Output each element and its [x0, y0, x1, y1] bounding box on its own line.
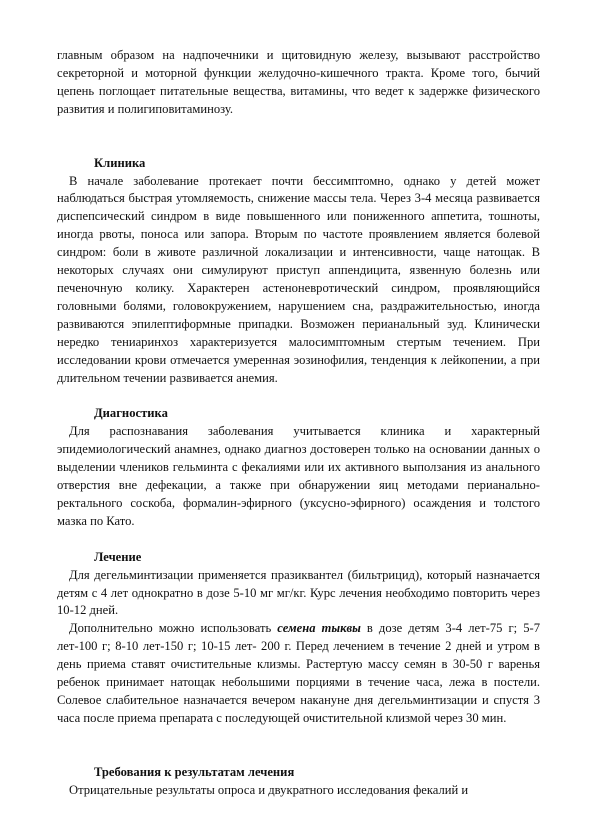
pumpkin-seeds-emphasis: семена тыквы — [277, 621, 361, 636]
section-heading-diagnostics: Диагностика — [94, 406, 168, 421]
spacer — [57, 119, 540, 155]
requirements-paragraph: Отрицательные результаты опроса и двукратного исследования фекалий и — [69, 782, 469, 797]
treatment-paragraph-2 — [57, 620, 540, 727]
intro-paragraph: главным образом на надпочечники и щитовидную железу, вызывают расстройство секреторной и моторной функции желудочно-кишечного тракта. Кроме того, бычий цепень поглощает питательные вещества, витамины, что ведет к задержке физического развития и полигиповитаминозу. — [57, 48, 540, 116]
treatment-text-before: Дополнительно можно использовать — [69, 621, 278, 636]
section-heading-treatment: Лечение — [94, 549, 142, 564]
spacer — [57, 728, 540, 764]
section-heading-clinic: Клиника — [94, 155, 146, 170]
spacer — [57, 531, 540, 549]
treatment-text-after: в дозе детям 3-4 лет-75 г; 5-7 лет-100 г; 8-10 лет-150 г; 10-15 лет- 200 г. Перед лечением в течение 2 дней и утром в день приема ставят очистительные клизмы. Растертую массу семян в 30-50 г варенья ребенок принимает натощак небольшими порциями в течение часа, лежа в постели. Солевое слабительное назначается вечером накануне дня дегельминтизации и спустя 3 часа после приема препарата с последующей очистительной клизмой через 30 мин. — [57, 621, 540, 725]
section-treatment — [57, 549, 540, 728]
treatment-paragraph-1: Для дегельминтизации применяется празиквантел (бильтрицид), который назначается детям с 4 лет однократно в дозе 5-10 мг мг/кг. Курс лечения необходимо повторить через 10-12 дней. — [57, 567, 540, 618]
clinic-paragraph: В начале заболевание протекает почти бессимптомно, однако у детей может наблюдаться быстрая утомляемость, снижение массы тела. Через 3-4 месяца развивается диспепсический синдром в виде повышенного или пониженного аппетита, тошноты, иногда рвоты, поноса или запора. Вторым по частоте проявлением является болевой синдром: боли в животе различной локализации и интенсивности, чаще натощак. В некоторых случаях они симулируют приступ аппендицита, язвенную болезнь или печеночную колику. Характерен астеноневротический синдром, проявляющийся головными болями, головокружением, нарушением сна, раздражительностью, иногда развиваются эпилептиформные припадки. Возможен перианальный зуд. Клинически нередко тениаринхоз характеризуется малосимптомным стертым течением. При исследовании крови отмечается умеренная эозинофилия, тенденция к лейкопении, а при длительном течении развивается анемия. — [57, 173, 540, 385]
spacer — [57, 387, 540, 405]
section-heading-requirements: Требования к результатам лечения — [94, 764, 295, 779]
diagnostics-paragraph: Для распознавания заболевания учитывается клиника и характерный эпидемиологический анамнез, однако диагноз достоверен только на основании данных о выделении члеников гельминта с фекалиями или их активного выползания из анального отверстия вне дефекации, а также при обнаружении яиц методами перианально-ректального соскоба, формалин-эфирного (уксусно-эфирного) осаждения и толстого мазка по Като. — [57, 424, 540, 528]
section-clinic — [57, 155, 540, 388]
section-diagnostics — [57, 405, 540, 530]
section-requirements — [57, 764, 540, 800]
document-page — [57, 47, 540, 800]
